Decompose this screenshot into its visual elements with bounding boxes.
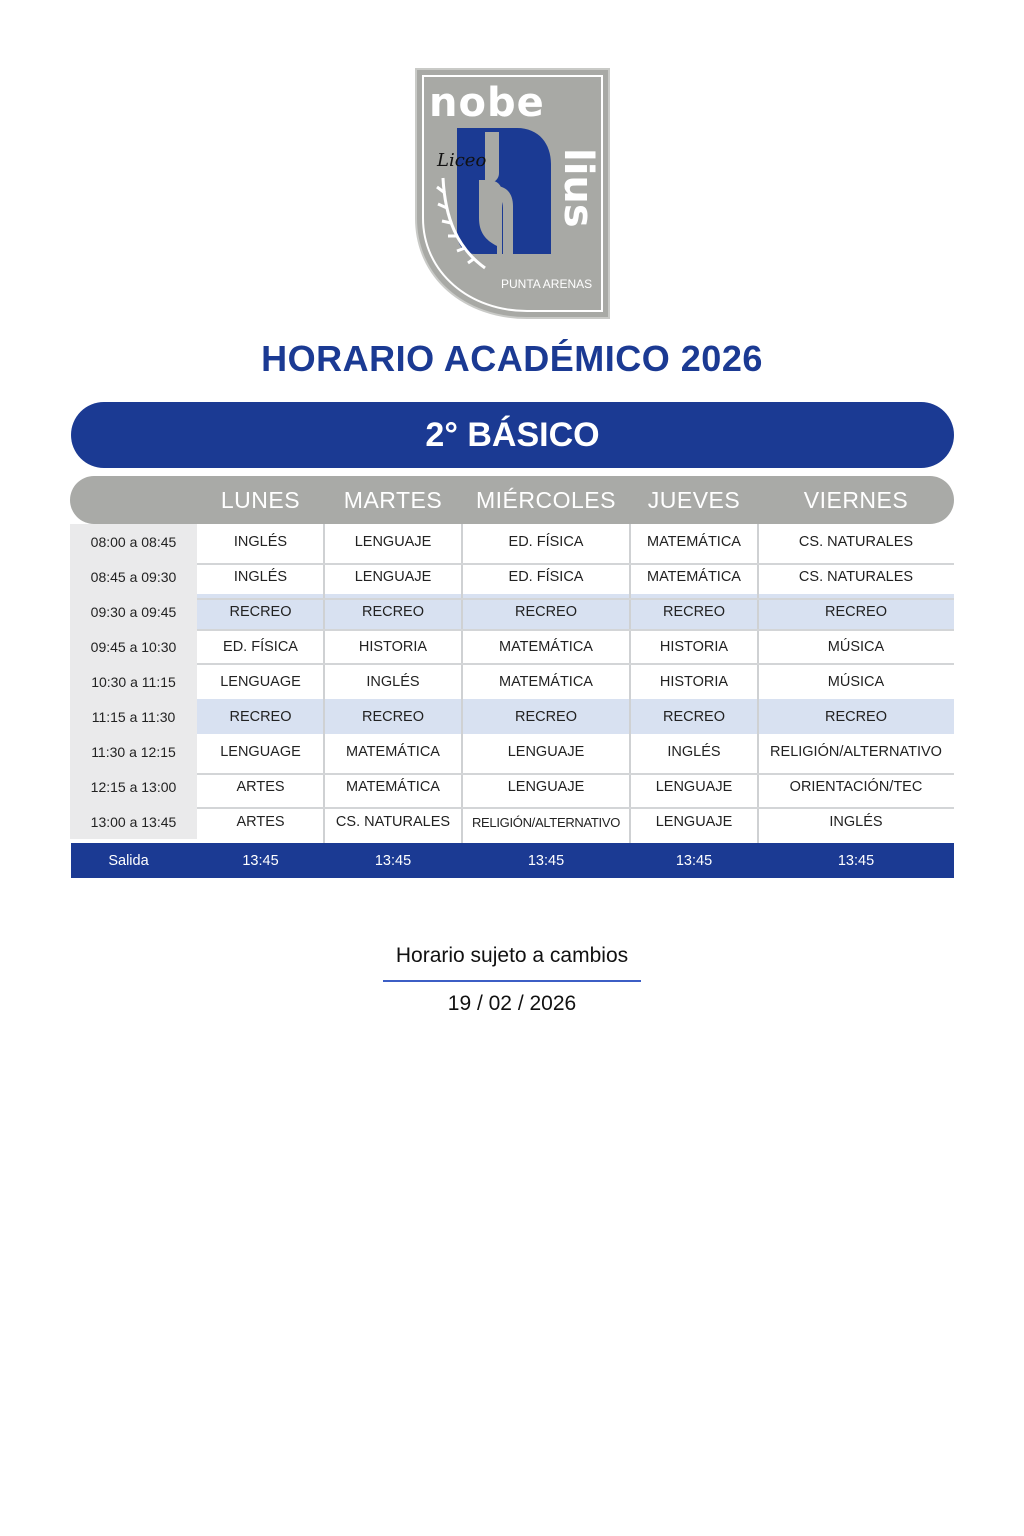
subject-cell: MÚSICA	[827, 639, 885, 655]
recreo-cell: RECREO	[197, 699, 324, 734]
subject-cell: INGLÉS	[667, 744, 721, 760]
subject-cell: ARTES	[236, 779, 285, 795]
subject-cell: MATEMÁTICA	[647, 534, 741, 550]
page-title: HORARIO ACADÉMICO 2026	[261, 338, 763, 379]
recreo-cell: RECREO	[630, 699, 758, 734]
subject-cell: LENGUAJE	[354, 534, 432, 550]
svg-text:nobe: nobe	[429, 80, 545, 126]
day-header-viernes: VIERNES	[803, 487, 909, 513]
time-slot: 10:30 a 11:15	[70, 664, 197, 699]
table-row	[70, 629, 954, 664]
column-divider	[757, 524, 759, 843]
time-slot: 12:15 a 13:00	[70, 769, 197, 804]
recreo-cell: RECREO	[462, 699, 630, 734]
row-divider	[197, 563, 954, 565]
exit-time: 13:45	[374, 853, 412, 869]
subject-cell: ORIENTACIÓN/TEC	[789, 779, 923, 795]
recreo-cell: RECREO	[197, 594, 324, 629]
school-logo	[415, 68, 611, 320]
subject-cell: LENGUAJE	[507, 779, 585, 795]
row-divider	[197, 773, 954, 775]
column-divider	[629, 524, 631, 843]
day-header-miercoles: MIÉRCOLES	[476, 487, 616, 513]
subject-cell: RELIGIÓN/ALTERNATIVO	[471, 815, 621, 830]
subject-cell: LENGUAJE	[655, 814, 733, 830]
subject-cell: ARTES	[236, 814, 285, 830]
schedule-disclaimer: Horario sujeto a cambios	[395, 944, 629, 967]
recreo-cell: RECREO	[758, 699, 954, 734]
time-slot: 13:00 a 13:45	[70, 804, 197, 839]
grade-label: 2° BÁSICO	[425, 415, 600, 454]
recreo-cell: RECREO	[758, 594, 954, 629]
svg-text:lius: lius	[555, 148, 601, 228]
school-crest-icon	[415, 68, 611, 320]
exit-row	[71, 843, 954, 878]
table-row	[70, 524, 954, 559]
table-row	[70, 804, 954, 839]
exit-time: 13:45	[527, 853, 565, 869]
day-header-jueves: JUEVES	[647, 487, 741, 513]
subject-cell: ED. FÍSICA	[223, 639, 298, 655]
subject-cell: MATEMÁTICA	[346, 744, 440, 760]
subject-cell: LENGUAGE	[220, 744, 301, 760]
day-header-lunes: LUNES	[220, 487, 301, 513]
recreo-cell: RECREO	[630, 594, 758, 629]
recreo-cell: RECREO	[324, 594, 462, 629]
subject-cell: INGLÉS	[829, 814, 883, 830]
svg-text:PUNTA ARENAS: PUNTA ARENAS	[501, 277, 593, 291]
subject-cell: LENGUAJE	[507, 744, 585, 760]
table-row	[70, 664, 954, 699]
row-divider	[197, 807, 954, 809]
subject-cell: ED. FÍSICA	[508, 534, 584, 550]
subject-cell: CS. NATURALES	[335, 814, 451, 830]
recreo-cell: RECREO	[462, 594, 630, 629]
exit-time: 13:45	[837, 853, 875, 869]
subject-cell: RELIGIÓN/ALTERNATIVO	[770, 744, 942, 760]
schedule-date: 19 / 02 / 2026	[447, 992, 577, 1015]
subject-cell: INGLÉS	[366, 674, 420, 690]
time-slot: 08:45 a 09:30	[70, 559, 197, 594]
svg-text:Liceo: Liceo	[437, 150, 487, 171]
subject-cell: MATEMÁTICA	[647, 569, 741, 585]
footer-divider	[383, 980, 641, 982]
subject-cell: LENGUAGE	[220, 674, 301, 690]
subject-cell: MATEMÁTICA	[499, 674, 593, 690]
subject-cell: INGLÉS	[233, 569, 288, 585]
recreo-cell: RECREO	[324, 699, 462, 734]
subject-cell: HISTORIA	[659, 674, 729, 690]
subject-cell: ED. FÍSICA	[508, 569, 584, 585]
table-row	[70, 734, 954, 769]
exit-time: 13:45	[242, 853, 279, 869]
grade-banner	[71, 402, 954, 468]
exit-label: Salida	[108, 853, 149, 869]
time-slot: 11:15 a 11:30	[70, 699, 197, 734]
subject-cell: CS. NATURALES	[798, 534, 914, 550]
subject-cell: INGLÉS	[233, 534, 288, 550]
subject-cell: HISTORIA	[358, 639, 428, 655]
subject-cell: HISTORIA	[659, 639, 729, 655]
subject-cell: MATEMÁTICA	[346, 779, 440, 795]
subject-cell: LENGUAJE	[354, 569, 432, 585]
row-divider	[197, 663, 954, 665]
exit-time: 13:45	[675, 853, 713, 869]
column-divider	[323, 524, 325, 843]
subject-cell: MÚSICA	[827, 674, 885, 690]
subject-cell: MATEMÁTICA	[499, 639, 593, 655]
time-slot: 08:00 a 08:45	[70, 524, 197, 559]
days-header	[70, 476, 954, 524]
time-slot: 09:45 a 10:30	[70, 629, 197, 664]
table-row-recreo	[70, 699, 954, 734]
subject-cell: CS. NATURALES	[798, 569, 914, 585]
column-divider	[461, 524, 463, 843]
row-divider	[197, 629, 954, 631]
time-slot: 09:30 a 09:45	[70, 594, 197, 629]
row-divider	[197, 598, 954, 600]
day-header-martes: MARTES	[343, 487, 443, 513]
subject-cell: LENGUAJE	[655, 779, 733, 795]
time-slot: 11:30 a 12:15	[70, 734, 197, 769]
